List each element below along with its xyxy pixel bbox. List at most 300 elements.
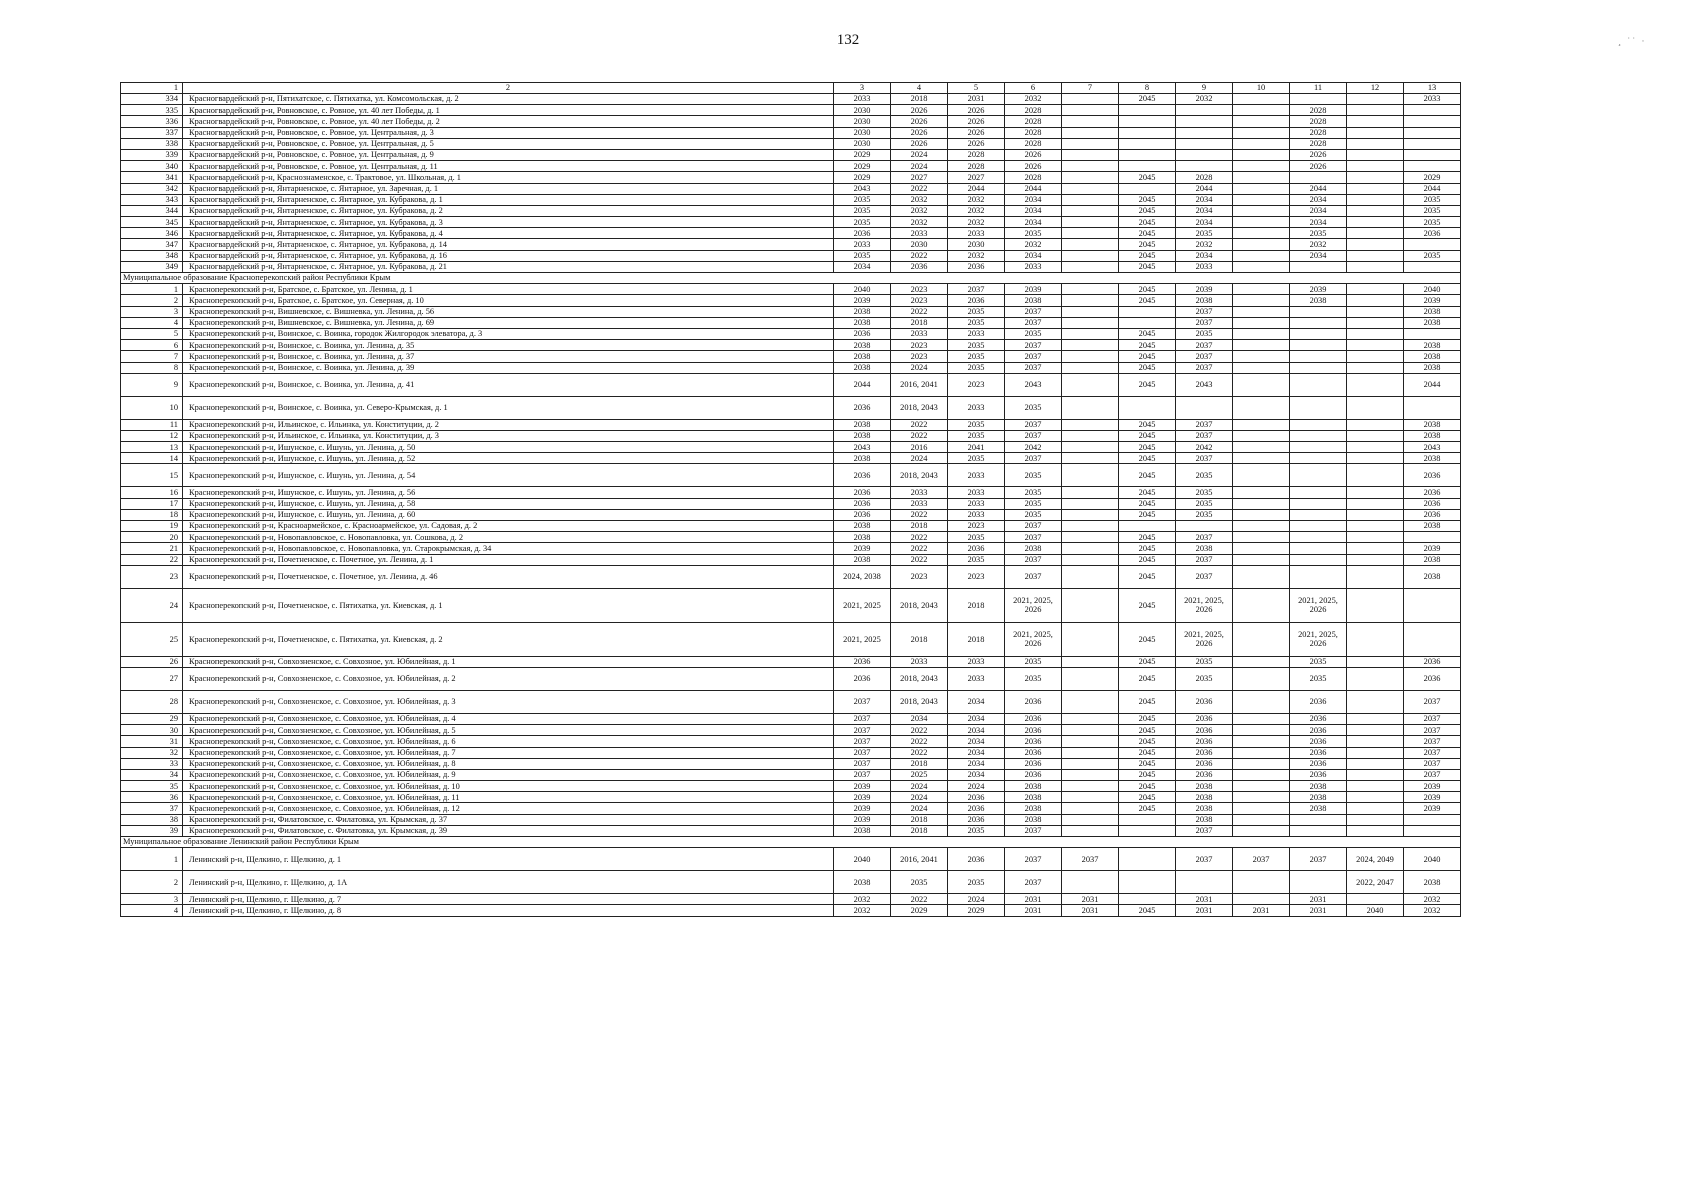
address-cell: Ленинский р-н, Щелкино, г. Щелкино, д. 1 xyxy=(183,848,834,871)
year-cell: 2032 xyxy=(891,194,948,205)
year-cell: 2045 xyxy=(1119,690,1176,713)
year-cell: 2033 xyxy=(834,239,891,250)
year-cell: 2037 xyxy=(1176,554,1233,565)
year-cell: 2045 xyxy=(1119,419,1176,430)
year-cell: 2022, 2047 xyxy=(1347,871,1404,894)
address-cell: Красноперекопский р-н, Ишунское, с. Ишунь, ул. Ленина, д. 52 xyxy=(183,453,834,464)
year-cell xyxy=(1062,509,1119,520)
year-cell xyxy=(1062,419,1119,430)
year-cell: 2037 xyxy=(834,725,891,736)
year-cell xyxy=(1404,161,1461,172)
row-number: 35 xyxy=(121,781,183,792)
year-cell: 2037 xyxy=(1404,713,1461,724)
year-cell: 2036 xyxy=(1176,713,1233,724)
table-row xyxy=(121,217,1461,228)
year-cell: 2038 xyxy=(1404,362,1461,373)
row-number: 347 xyxy=(121,239,183,250)
year-cell xyxy=(1347,803,1404,814)
year-cell: 2037 xyxy=(834,690,891,713)
table-row xyxy=(121,588,1461,622)
year-cell xyxy=(1233,373,1290,396)
year-cell: 2037 xyxy=(1176,453,1233,464)
year-cell: 2039 xyxy=(1404,803,1461,814)
table-row xyxy=(121,736,1461,747)
year-cell xyxy=(1233,430,1290,441)
year-cell xyxy=(1119,814,1176,825)
year-cell: 2018 xyxy=(891,825,948,836)
year-cell xyxy=(1233,736,1290,747)
year-cell: 2035 xyxy=(1290,667,1347,690)
year-cell: 2033 xyxy=(891,228,948,239)
table-row xyxy=(121,228,1461,239)
year-cell: 2028 xyxy=(1005,172,1062,183)
year-cell xyxy=(1062,161,1119,172)
year-cell: 2037 xyxy=(1005,871,1062,894)
year-cell: 2035 xyxy=(948,871,1005,894)
year-cell: 2036 xyxy=(1176,690,1233,713)
year-cell: 2036 xyxy=(1404,464,1461,487)
year-cell: 2035 xyxy=(1404,250,1461,261)
year-cell xyxy=(1233,217,1290,228)
year-cell: 2037 xyxy=(834,747,891,758)
year-cell: 2022 xyxy=(891,419,948,430)
year-cell xyxy=(1290,306,1347,317)
year-cell xyxy=(1062,871,1119,894)
year-cell: 2045 xyxy=(1119,667,1176,690)
year-cell: 2044 xyxy=(1290,183,1347,194)
year-cell: 2044 xyxy=(1005,183,1062,194)
year-cell: 2035 xyxy=(891,871,948,894)
year-cell xyxy=(1062,622,1119,656)
year-cell: 2036 xyxy=(834,328,891,339)
year-cell: 2031 xyxy=(1005,894,1062,905)
header-cell: 9 xyxy=(1176,83,1233,94)
year-cell xyxy=(1062,217,1119,228)
year-cell: 2037 xyxy=(1005,848,1062,871)
year-cell xyxy=(1347,554,1404,565)
year-cell: 2036 xyxy=(1404,667,1461,690)
year-cell: 2040 xyxy=(1404,284,1461,295)
year-cell xyxy=(1347,667,1404,690)
year-cell xyxy=(1176,871,1233,894)
year-cell: 2044 xyxy=(948,183,1005,194)
year-cell: 2030 xyxy=(948,239,1005,250)
header-cell: 5 xyxy=(948,83,1005,94)
year-cell: 2026 xyxy=(948,116,1005,127)
year-cell: 2026 xyxy=(891,105,948,116)
address-cell: Ленинский р-н, Щелкино, г. Щелкино, д. 8 xyxy=(183,905,834,916)
year-cell: 2045 xyxy=(1119,532,1176,543)
year-cell: 2016, 2041 xyxy=(891,373,948,396)
year-cell: 2028 xyxy=(1005,127,1062,138)
year-cell xyxy=(1062,521,1119,532)
table-row xyxy=(121,656,1461,667)
year-cell: 2036 xyxy=(1005,736,1062,747)
address-cell: Красноперекопский р-н, Почетненское, с. Почетное, ул. Ленина, д. 1 xyxy=(183,554,834,565)
year-cell: 2045 xyxy=(1119,736,1176,747)
year-cell: 2038 xyxy=(1176,781,1233,792)
row-number: 38 xyxy=(121,814,183,825)
table-row xyxy=(121,453,1461,464)
header-cell: 4 xyxy=(891,83,948,94)
address-cell: Красноперекопский р-н, Воинское, с. Воинка, городок Жилгородок элеватора, д. 3 xyxy=(183,328,834,339)
year-cell xyxy=(1062,725,1119,736)
year-cell: 2035 xyxy=(1176,498,1233,509)
year-cell xyxy=(1347,453,1404,464)
year-cell xyxy=(1062,373,1119,396)
year-cell: 2045 xyxy=(1119,362,1176,373)
year-cell: 2037 xyxy=(1404,690,1461,713)
year-cell xyxy=(1233,521,1290,532)
year-cell: 2037 xyxy=(1404,758,1461,769)
year-cell: 2037 xyxy=(1005,430,1062,441)
year-cell xyxy=(1347,340,1404,351)
table-row xyxy=(121,758,1461,769)
year-cell: 2036 xyxy=(1404,656,1461,667)
year-cell: 2036 xyxy=(1176,758,1233,769)
year-cell: 2036 xyxy=(1290,713,1347,724)
year-cell xyxy=(1119,825,1176,836)
year-cell xyxy=(1176,149,1233,160)
table-row xyxy=(121,814,1461,825)
year-cell: 2045 xyxy=(1119,94,1176,105)
table-row xyxy=(121,261,1461,272)
year-cell: 2034 xyxy=(1005,194,1062,205)
year-cell: 2031 xyxy=(1233,905,1290,916)
year-cell xyxy=(1347,814,1404,825)
year-cell: 2023 xyxy=(948,565,1005,588)
row-number: 6 xyxy=(121,340,183,351)
year-cell: 2026 xyxy=(891,116,948,127)
row-number: 8 xyxy=(121,362,183,373)
year-cell: 2035 xyxy=(948,825,1005,836)
address-cell: Красногвардейский р-н, Ровновское, с. Ровное, ул. Центральная, д. 5 xyxy=(183,138,834,149)
year-cell: 2018 xyxy=(891,758,948,769)
year-cell: 2031 xyxy=(1005,905,1062,916)
year-cell: 2032 xyxy=(948,194,1005,205)
year-cell: 2021, 2025, 2026 xyxy=(1176,588,1233,622)
year-cell xyxy=(1404,328,1461,339)
table-row xyxy=(121,430,1461,441)
year-cell: 2036 xyxy=(834,656,891,667)
year-cell xyxy=(1233,250,1290,261)
year-cell: 2040 xyxy=(1347,905,1404,916)
year-cell xyxy=(1347,725,1404,736)
year-cell: 2034 xyxy=(948,713,1005,724)
year-cell xyxy=(1233,284,1290,295)
year-cell: 2045 xyxy=(1119,622,1176,656)
row-number: 14 xyxy=(121,453,183,464)
year-cell: 2030 xyxy=(834,116,891,127)
year-cell xyxy=(1347,713,1404,724)
address-cell: Ленинский р-н, Щелкино, г. Щелкино, д. 1А xyxy=(183,871,834,894)
header-cell: 6 xyxy=(1005,83,1062,94)
year-cell xyxy=(1119,848,1176,871)
year-cell: 2035 xyxy=(1176,464,1233,487)
year-cell: 2018 xyxy=(891,94,948,105)
year-cell: 2038 xyxy=(834,362,891,373)
table-row xyxy=(121,713,1461,724)
year-cell: 2039 xyxy=(1176,284,1233,295)
year-cell: 2033 xyxy=(834,94,891,105)
year-cell: 2032 xyxy=(891,217,948,228)
year-cell xyxy=(1290,396,1347,419)
year-cell: 2036 xyxy=(1404,498,1461,509)
year-cell: 2034 xyxy=(1005,250,1062,261)
year-cell xyxy=(1062,261,1119,272)
year-cell xyxy=(1404,239,1461,250)
year-cell: 2035 xyxy=(1176,487,1233,498)
year-cell: 2033 xyxy=(891,487,948,498)
address-cell: Красногвардейский р-н, Ровновское, с. Ровное, ул. 40 лет Победы, д. 2 xyxy=(183,116,834,127)
table-row xyxy=(121,803,1461,814)
year-cell: 2022 xyxy=(891,894,948,905)
row-number: 2 xyxy=(121,871,183,894)
row-number: 10 xyxy=(121,396,183,419)
year-cell: 2016 xyxy=(891,442,948,453)
table-row xyxy=(121,351,1461,362)
year-cell: 2038 xyxy=(834,825,891,836)
year-cell xyxy=(1347,149,1404,160)
address-cell: Красногвардейский р-н, Янтарненское, с. Янтарное, ул. Кубракова, д. 1 xyxy=(183,194,834,205)
table-row xyxy=(121,328,1461,339)
year-cell xyxy=(1062,295,1119,306)
year-cell xyxy=(1062,328,1119,339)
year-cell: 2036 xyxy=(1005,690,1062,713)
year-cell xyxy=(1347,894,1404,905)
year-cell: 2033 xyxy=(948,228,1005,239)
year-cell: 2045 xyxy=(1119,328,1176,339)
year-cell: 2035 xyxy=(948,419,1005,430)
address-cell: Красноперекопский р-н, Ишунское, с. Ишунь, ул. Ленина, д. 50 xyxy=(183,442,834,453)
year-cell xyxy=(1233,138,1290,149)
year-cell: 2026 xyxy=(1290,149,1347,160)
year-cell: 2028 xyxy=(1290,116,1347,127)
year-cell xyxy=(1062,194,1119,205)
row-number: 26 xyxy=(121,656,183,667)
table-row xyxy=(121,127,1461,138)
year-cell: 2041 xyxy=(948,442,1005,453)
year-cell xyxy=(1404,105,1461,116)
address-cell: Красногвардейский р-н, Янтарненское, с. Янтарное, ул. Кубракова, д. 21 xyxy=(183,261,834,272)
year-cell: 2036 xyxy=(948,792,1005,803)
year-cell: 2045 xyxy=(1119,713,1176,724)
table-row xyxy=(121,848,1461,871)
schedule-table xyxy=(120,82,1461,917)
year-cell xyxy=(1062,464,1119,487)
year-cell: 2038 xyxy=(1404,554,1461,565)
row-number: 16 xyxy=(121,487,183,498)
year-cell xyxy=(1233,172,1290,183)
year-cell: 2022 xyxy=(891,543,948,554)
year-cell: 2037 xyxy=(1062,848,1119,871)
year-cell: 2036 xyxy=(948,261,1005,272)
year-cell xyxy=(1233,543,1290,554)
year-cell: 2045 xyxy=(1119,340,1176,351)
row-number: 2 xyxy=(121,295,183,306)
year-cell: 2038 xyxy=(834,453,891,464)
year-cell: 2035 xyxy=(948,317,1005,328)
year-cell: 2037 xyxy=(948,284,1005,295)
table-row xyxy=(121,532,1461,543)
year-cell: 2045 xyxy=(1119,464,1176,487)
address-cell: Красногвардейский р-н, Янтарненское, с. Янтарное, ул. Кубракова, д. 2 xyxy=(183,205,834,216)
year-cell: 2032 xyxy=(834,894,891,905)
year-cell xyxy=(1290,554,1347,565)
year-cell: 2038 xyxy=(1290,803,1347,814)
table-row xyxy=(121,894,1461,905)
year-cell: 2026 xyxy=(948,105,1005,116)
address-cell: Красноперекопский р-н, Совхозненское, с. Совхозное, ул. Юбилейная, д. 9 xyxy=(183,769,834,780)
year-cell xyxy=(1176,138,1233,149)
year-cell: 2034 xyxy=(1176,205,1233,216)
address-cell: Красноперекопский р-н, Вишневское, с. Вишневка, ул. Ленина, д. 56 xyxy=(183,306,834,317)
year-cell xyxy=(1119,521,1176,532)
year-cell: 2034 xyxy=(948,769,1005,780)
year-cell xyxy=(1119,317,1176,328)
year-cell xyxy=(1404,138,1461,149)
year-cell xyxy=(1062,758,1119,769)
year-cell: 2034 xyxy=(1290,205,1347,216)
year-cell xyxy=(1233,894,1290,905)
address-cell: Красноперекопский р-н, Филатовское, с. Филатовка, ул. Крымская, д. 37 xyxy=(183,814,834,825)
year-cell: 2033 xyxy=(891,656,948,667)
year-cell: 2045 xyxy=(1119,487,1176,498)
year-cell: 2036 xyxy=(1176,769,1233,780)
year-cell: 2035 xyxy=(1290,656,1347,667)
address-cell: Красноперекопский р-н, Совхозненское, с. Совхозное, ул. Юбилейная, д. 6 xyxy=(183,736,834,747)
row-number: 5 xyxy=(121,328,183,339)
year-cell xyxy=(1119,871,1176,894)
address-cell: Красногвардейский р-н, Ровновское, с. Ровное, ул. 40 лет Победы, д. 1 xyxy=(183,105,834,116)
year-cell xyxy=(1233,498,1290,509)
year-cell: 2038 xyxy=(834,340,891,351)
year-cell: 2045 xyxy=(1119,543,1176,554)
year-cell xyxy=(1119,149,1176,160)
year-cell: 2038 xyxy=(1404,871,1461,894)
year-cell: 2036 xyxy=(1005,725,1062,736)
address-cell: Красноперекопский р-н, Воинское, с. Воинка, ул. Ленина, д. 41 xyxy=(183,373,834,396)
year-cell: 2038 xyxy=(1176,814,1233,825)
row-number: 34 xyxy=(121,769,183,780)
year-cell xyxy=(1062,747,1119,758)
year-cell: 2036 xyxy=(1005,747,1062,758)
year-cell xyxy=(1347,758,1404,769)
year-cell: 2043 xyxy=(834,442,891,453)
year-cell: 2034 xyxy=(948,736,1005,747)
row-number: 343 xyxy=(121,194,183,205)
year-cell xyxy=(1233,825,1290,836)
row-number: 341 xyxy=(121,172,183,183)
year-cell xyxy=(1347,736,1404,747)
year-cell: 2037 xyxy=(1176,419,1233,430)
year-cell xyxy=(1233,205,1290,216)
year-cell xyxy=(1062,769,1119,780)
year-cell xyxy=(1062,543,1119,554)
year-cell: 2034 xyxy=(948,758,1005,769)
year-cell: 2035 xyxy=(948,362,1005,373)
year-cell: 2045 xyxy=(1119,453,1176,464)
year-cell xyxy=(1233,622,1290,656)
year-cell: 2035 xyxy=(1005,228,1062,239)
row-number: 1 xyxy=(121,848,183,871)
year-cell xyxy=(1290,362,1347,373)
year-cell: 2036 xyxy=(834,228,891,239)
year-cell: 2037 xyxy=(1005,565,1062,588)
year-cell xyxy=(1290,509,1347,520)
year-cell: 2023 xyxy=(948,521,1005,532)
year-cell xyxy=(1347,690,1404,713)
year-cell xyxy=(1347,105,1404,116)
year-cell: 2036 xyxy=(948,848,1005,871)
year-cell xyxy=(1062,430,1119,441)
year-cell xyxy=(1233,261,1290,272)
year-cell: 2021, 2025, 2026 xyxy=(1176,622,1233,656)
row-number: 33 xyxy=(121,758,183,769)
table-row xyxy=(121,487,1461,498)
year-cell xyxy=(1347,464,1404,487)
year-cell: 2038 xyxy=(1404,419,1461,430)
address-cell: Красногвардейский р-н, Ровновское, с. Ровное, ул. Центральная, д. 9 xyxy=(183,149,834,160)
year-cell xyxy=(1290,565,1347,588)
year-cell: 2038 xyxy=(834,521,891,532)
year-cell: 2034 xyxy=(1176,194,1233,205)
year-cell xyxy=(1119,396,1176,419)
year-cell xyxy=(1233,351,1290,362)
year-cell: 2036 xyxy=(891,261,948,272)
year-cell xyxy=(1290,430,1347,441)
year-cell: 2037 xyxy=(1005,306,1062,317)
address-cell: Красногвардейский р-н, Пятихатское, с. Пятихатка, ул. Комсомольская, д. 2 xyxy=(183,94,834,105)
year-cell xyxy=(1119,306,1176,317)
year-cell: 2038 xyxy=(1005,781,1062,792)
row-number: 339 xyxy=(121,149,183,160)
address-cell: Красногвардейский р-н, Янтарненское, с. Янтарное, ул. Кубракова, д. 14 xyxy=(183,239,834,250)
year-cell xyxy=(1233,295,1290,306)
year-cell: 2036 xyxy=(1290,747,1347,758)
year-cell xyxy=(1290,172,1347,183)
address-cell: Красноперекопский р-н, Братское, с. Братское, ул. Ленина, д. 1 xyxy=(183,284,834,295)
year-cell: 2028 xyxy=(1176,172,1233,183)
address-cell: Красногвардейский р-н, Янтарненское, с. Янтарное, ул. Кубракова, д. 3 xyxy=(183,217,834,228)
year-cell: 2026 xyxy=(1290,161,1347,172)
year-cell: 2036 xyxy=(834,498,891,509)
row-number: 20 xyxy=(121,532,183,543)
row-number: 7 xyxy=(121,351,183,362)
year-cell: 2028 xyxy=(1005,105,1062,116)
corner-mark: ¸ ˙˙ · xyxy=(1618,36,1647,46)
year-cell: 2027 xyxy=(948,172,1005,183)
section-row xyxy=(121,273,1461,284)
year-cell xyxy=(1062,183,1119,194)
address-cell: Красноперекопский р-н, Совхозненское, с. Совхозное, ул. Юбилейная, д. 8 xyxy=(183,758,834,769)
year-cell: 2023 xyxy=(948,373,1005,396)
year-cell xyxy=(1062,317,1119,328)
year-cell xyxy=(1404,588,1461,622)
year-cell: 2028 xyxy=(948,161,1005,172)
year-cell: 2024, 2038 xyxy=(834,565,891,588)
year-cell xyxy=(1290,464,1347,487)
year-cell xyxy=(1290,453,1347,464)
year-cell: 2039 xyxy=(1404,781,1461,792)
year-cell xyxy=(1347,498,1404,509)
year-cell: 2037 xyxy=(1176,430,1233,441)
year-cell: 2036 xyxy=(834,487,891,498)
year-cell: 2039 xyxy=(1404,543,1461,554)
year-cell: 2021, 2025 xyxy=(834,588,891,622)
year-cell: 2023 xyxy=(891,295,948,306)
year-cell: 2028 xyxy=(1005,138,1062,149)
